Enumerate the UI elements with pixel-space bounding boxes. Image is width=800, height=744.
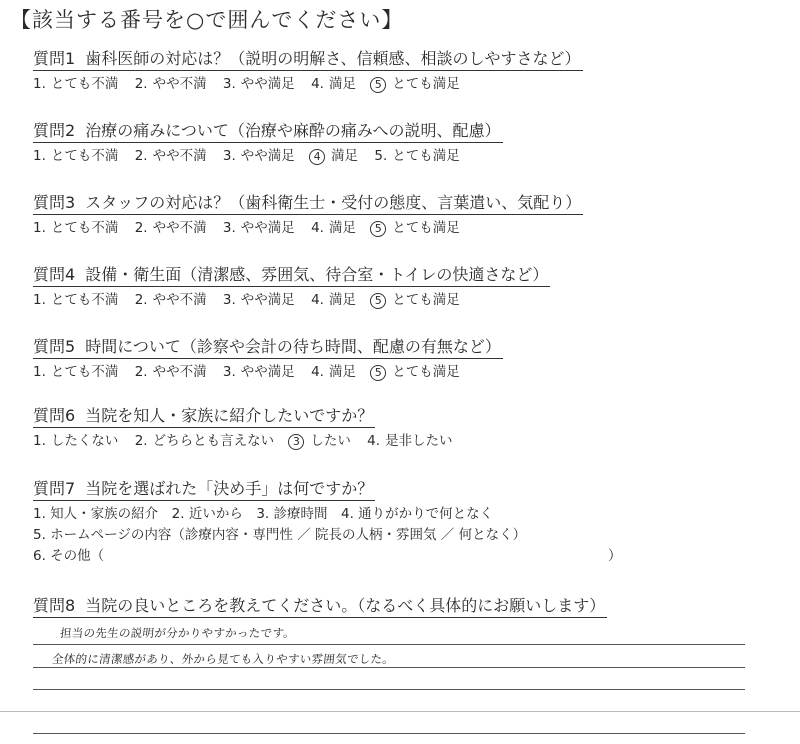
option-5-circled[interactable]: 5 とても満足 [372, 362, 460, 382]
options [33, 74, 773, 94]
options-line-2[interactable]: 5. ホームページの内容（診療内容・専門性 ／ 院長の人柄・雰囲気 ／ 何となく） [33, 527, 527, 543]
option-5-circled[interactable]: 5 とても満足 [372, 218, 460, 238]
option-1[interactable]: 1. とても不満 [33, 292, 119, 308]
option-1[interactable]: 1. とても不満 [33, 148, 119, 164]
handwritten-answer-2: 全体的に清潔感があり、外から見ても入りやすい雰囲気でした。 [51, 652, 395, 666]
divider [0, 711, 800, 712]
answer-line[interactable] [33, 733, 745, 734]
option-5-circled[interactable]: 5 とても満足 [372, 290, 460, 310]
option-3[interactable]: 3. やや満足 [222, 292, 295, 308]
question-title: 質問4 設備・衛生面（清潔感、雰囲気、待合室・トイレの快適さなど） [33, 264, 550, 287]
option-5[interactable]: 5. とても満足 [374, 148, 460, 164]
option-5-circled[interactable]: 5 とても満足 [372, 74, 460, 94]
option-3[interactable]: 3. やや満足 [222, 148, 295, 164]
option-2[interactable]: 2. やや不満 [134, 220, 207, 236]
question-title: 質問3 スタッフの対応は？（歯科衛生士・受付の態度、言葉遣い、気配り） [33, 192, 583, 215]
answer-line[interactable] [33, 689, 745, 690]
answer-line[interactable] [33, 667, 745, 668]
option-1[interactable]: 1. したくない [33, 433, 119, 449]
options [33, 146, 773, 166]
question-1 [33, 48, 773, 94]
option-2[interactable]: 2. やや不満 [134, 148, 207, 164]
answer-line[interactable] [33, 644, 745, 645]
question-title: 質問2 治療の痛みについて（治療や麻酔の痛みへの説明、配慮） [33, 120, 503, 143]
options [33, 290, 773, 310]
question-5 [33, 336, 773, 382]
option-1[interactable]: 1. とても不満 [33, 220, 119, 236]
option-3-circled[interactable]: 3 したい [290, 431, 351, 451]
option-2[interactable]: 2. やや不満 [134, 76, 207, 92]
options-line-3[interactable]: 6. その他（ ） [33, 548, 622, 564]
handwritten-answer-1: 担当の先生の説明が分かりやすかったです。 [59, 626, 296, 640]
options [33, 431, 773, 451]
question-title: 質問6 当院を知人・家族に紹介したいですか？ [33, 405, 375, 428]
question-3 [33, 192, 773, 238]
form-header: 【該当する番号を○で囲んでください】 [10, 8, 404, 32]
option-4[interactable]: 4. 満足 [311, 292, 356, 308]
options [33, 362, 773, 382]
option-4[interactable]: 4. 満足 [311, 76, 356, 92]
options [33, 218, 773, 238]
option-1[interactable]: 1. とても不満 [33, 364, 119, 380]
question-title: 質問8 当院の良いところを教えてください。（なるべく具体的にお願いします） [33, 595, 607, 618]
option-4[interactable]: 4. 満足 [311, 220, 356, 236]
question-7 [33, 478, 773, 567]
question-6 [33, 405, 773, 451]
question-title: 質問7 当院を選ばれた「決め手」は何ですか？ [33, 478, 375, 501]
question-4 [33, 264, 773, 310]
option-4[interactable]: 4. 是非したい [367, 433, 453, 449]
options-line-1[interactable]: 1. 知人・家族の紹介 2. 近いから 3. 診療時間 4. 通りがかりで何となく [33, 506, 494, 522]
question-title: 質問5 時間について（診察や会計の待ち時間、配慮の有無など） [33, 336, 503, 359]
option-2[interactable]: 2. やや不満 [134, 364, 207, 380]
question-title: 質問1 歯科医師の対応は？（説明の明解さ、信頼感、相談のしやすさなど） [33, 48, 583, 71]
question-8 [33, 595, 773, 618]
option-2[interactable]: 2. やや不満 [134, 292, 207, 308]
option-3[interactable]: 3. やや満足 [222, 220, 295, 236]
question-2 [33, 120, 773, 166]
option-3[interactable]: 3. やや満足 [222, 76, 295, 92]
option-4[interactable]: 4. 満足 [311, 364, 356, 380]
option-4-circled[interactable]: 4 満足 [311, 146, 358, 166]
option-1[interactable]: 1. とても不満 [33, 76, 119, 92]
option-3[interactable]: 3. やや満足 [222, 364, 295, 380]
option-2[interactable]: 2. どちらとも言えない [134, 433, 275, 449]
